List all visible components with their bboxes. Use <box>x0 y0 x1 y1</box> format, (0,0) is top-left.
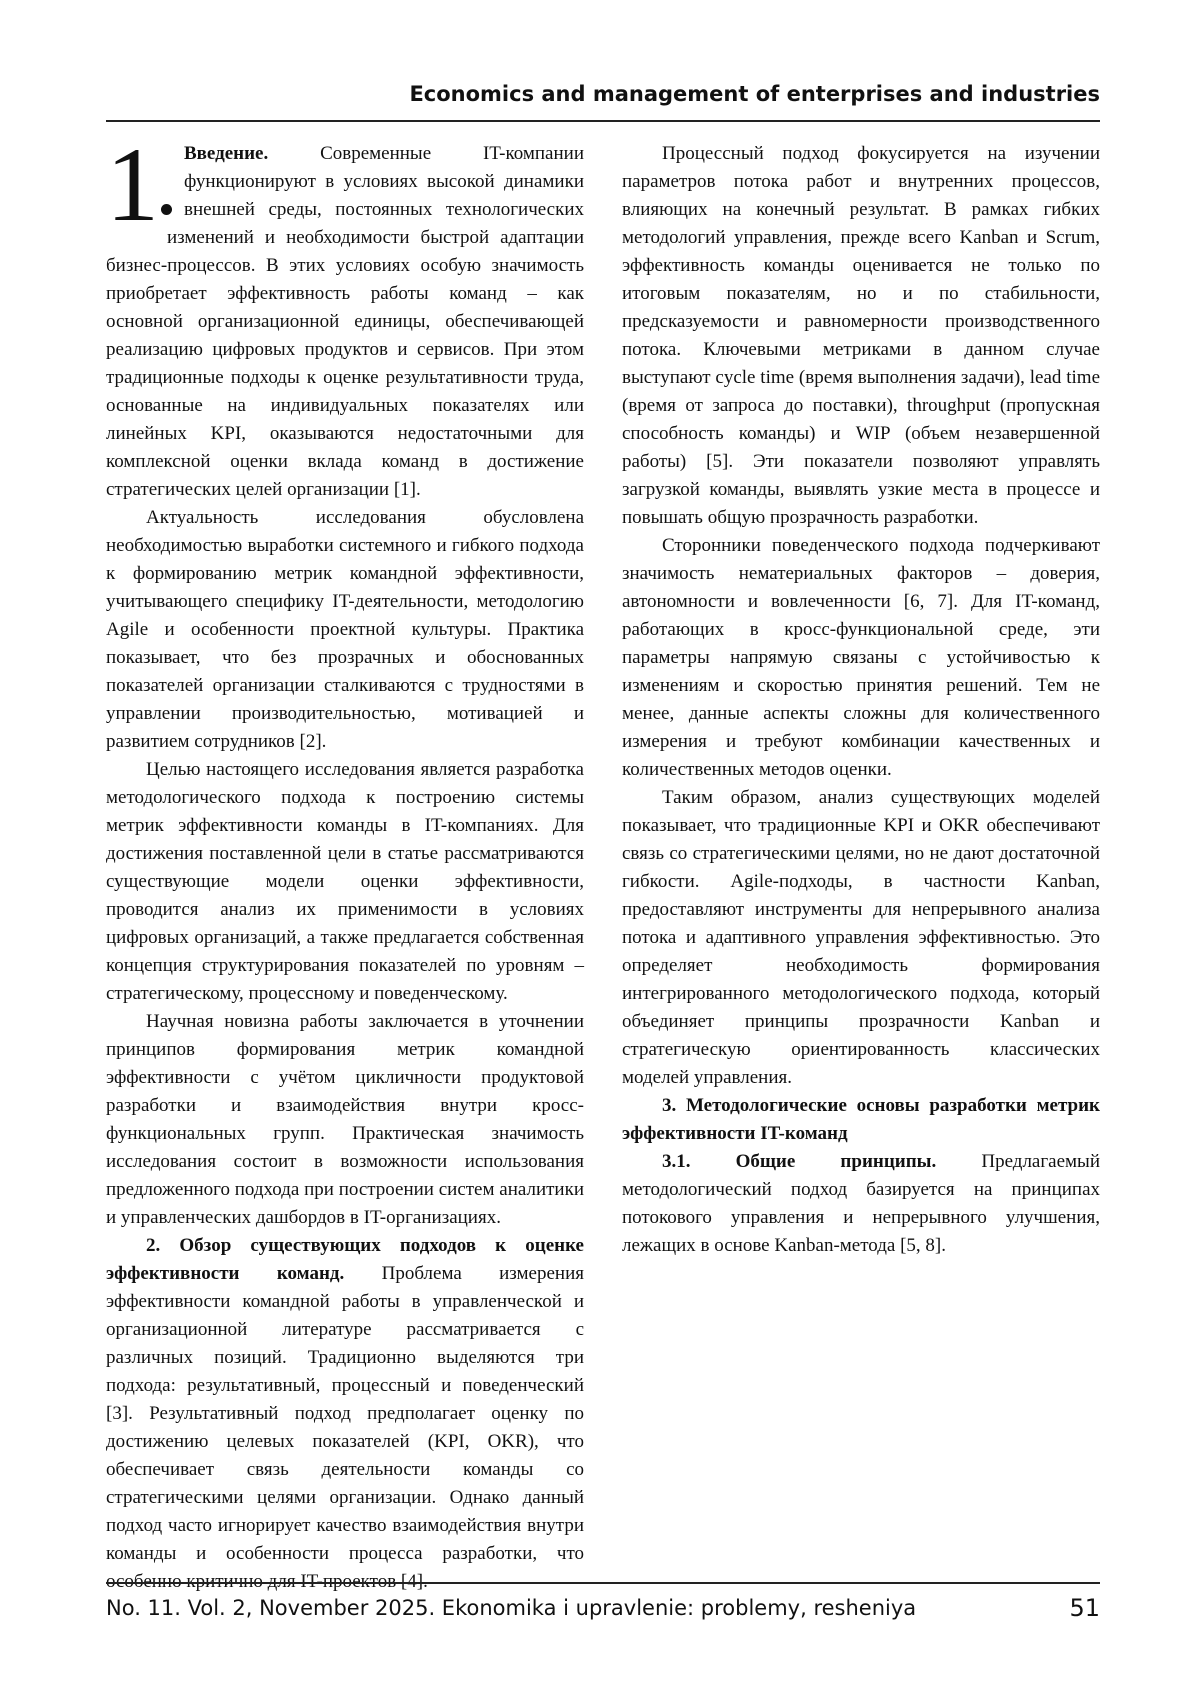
section2-start <box>106 1232 584 1596</box>
section3-sub1-title: 3.1. Общие принципы. <box>662 1151 936 1172</box>
section1-title: Введение. <box>184 143 268 164</box>
section1-p1: Современные IT-компании функционируют в условиях высокой динамики внешней среды, постоянных технологических изменений и необходимости быстрой адаптации бизнес-процессов. В этих условиях особую значимость приобретает эффективность работы команд – как основной организационной единицы, обеспечивающей реализацию цифровых продуктов и сервисов. При этом традиционные подходы к оценке результативности труда, основанные на индивидуальных показателях или линейных KPI, оказываются недостаточными для комплексной оценки вклада команд в достижение стратегических целей организации [1]. <box>106 143 584 500</box>
journal-page <box>0 0 1200 1698</box>
running-head: Economics and management of enterprises and industries <box>106 82 1100 106</box>
header-rule <box>106 120 1100 122</box>
right-column <box>622 140 1100 1578</box>
left-column <box>106 140 584 1578</box>
section2-p3: Сторонники поведенческого подхода подчеркивают значимость нематериальных факторов – доверия, автономности и вовлеченности [6, 7]. Для IT-команд, работающих в кросс-функциональной среде, эти параметры напрямую связаны с устойчивостью к изменениям и скоростью принятия решений. Тем не менее, данные аспекты сложны для количественного измерения и требуют комбинации качественных и количественных методов оценки. <box>622 532 1100 784</box>
footer-rule <box>106 1582 1100 1584</box>
drop-cap-bullet-icon <box>161 204 172 215</box>
journal-citation: No. 11. Vol. 2, November 2025. Ekonomika i upravlenie: problemy, resheniya <box>106 1596 916 1620</box>
section2-p2: Процессный подход фокусируется на изучении параметров потока работ и внутренних процессов, влияющих на конечный результат. В рамках гибких методологий управления, прежде всего Kanban и Scrum, эффективность команды оценивается не только по итоговым показателям, но и по стабильности, предсказуемости и равномерности производственного потока. Ключевыми метриками в данном случае выступают cycle time (время выполнения задачи), lead time (время от запроса до поставки), throughput (пропускная способность команды) и WIP (объем незавершенной работы) [5]. Эти показатели позволяют управлять загрузкой команды, выявлять узкие места в процессе и повышать общую прозрачность разработки. <box>622 140 1100 532</box>
page-number: 51 <box>1069 1594 1100 1622</box>
section3-title: 3. Методологические основы разработки метрик эффективности IT-команд <box>622 1095 1100 1144</box>
section1-p3: Целью настоящего исследования является разработка методологического подхода к построению системы метрик эффективности команды в IT-компаниях. Для достижения поставленной цели в статье рассматриваются существующие модели оценки эффективности, проводится анализ их применимости в условиях цифровых организаций, а также предлагается собственная концепция структурирования показателей по уровням – стратегическому, процессному и поведенческому. <box>106 756 584 1008</box>
drop-cap-number: 1 <box>106 144 159 228</box>
section3-sub1-p1: Предлагаемый методологический подход базируется на принципах потокового управления и непрерывного улучшения, лежащих в основе Kanban-метода [5, 8]. <box>622 1151 1100 1256</box>
section3-heading <box>622 1092 1100 1148</box>
section2-p1: Проблема измерения эффективности командной работы в управленческой и организационной литературе рассматривается с различных позиций. Традиционно выделяются три подхода: результативный, процессный и поведенческий [3]. Результативный подход предполагает оценку по достижению целевых показателей (KPI, OKR), что обеспечивает связь деятельности команды со стратегическими целями организации. Однако данный подход часто игнорирует качество взаимодействия внутри команды и особенности процесса разработки, что особенно критично для IT-проектов [4]. <box>106 1263 584 1592</box>
section1-p2: Актуальность исследования обусловлена необходимостью выработки системного и гибкого подхода к формированию метрик командной эффективности, учитывающего специфику IT-деятельности, методологию Agile и особенности проектной культуры. Практика показывает, что без прозрачных и обоснованных показателей организации сталкиваются с трудностями в управлении производительностью, мотивацией и развитием сотрудников [2]. <box>106 504 584 756</box>
section3-sub1 <box>622 1148 1100 1260</box>
section2-p4: Таким образом, анализ существующих моделей показывает, что традиционные KPI и OKR обеспечивают связь со стратегическими целями, но не дают достаточной гибкости. Agile-подходы, в частности Kanban, предоставляют инструменты для непрерывного анализа потока и адаптивного управления эффективностью. Это определяет необходимость формирования интегрированного методологического подхода, который объединяет принципы прозрачности Kanban и стратегическую ориентированность классических моделей управления. <box>622 784 1100 1092</box>
intro-paragraph <box>106 140 584 504</box>
section1-p4: Научная новизна работы заключается в уточнении принципов формирования метрик командной эффективности с учётом цикличности продуктовой разработки и взаимодействия внутри кросс-функциональных групп. Практическая значимость исследования состоит в возможности использования предложенного подхода при построении систем аналитики и управленческих дашбордов в IT-организациях. <box>106 1008 584 1232</box>
section2-title: 2. Обзор существующих подходов к оценке эффективности команд. <box>106 1235 584 1284</box>
